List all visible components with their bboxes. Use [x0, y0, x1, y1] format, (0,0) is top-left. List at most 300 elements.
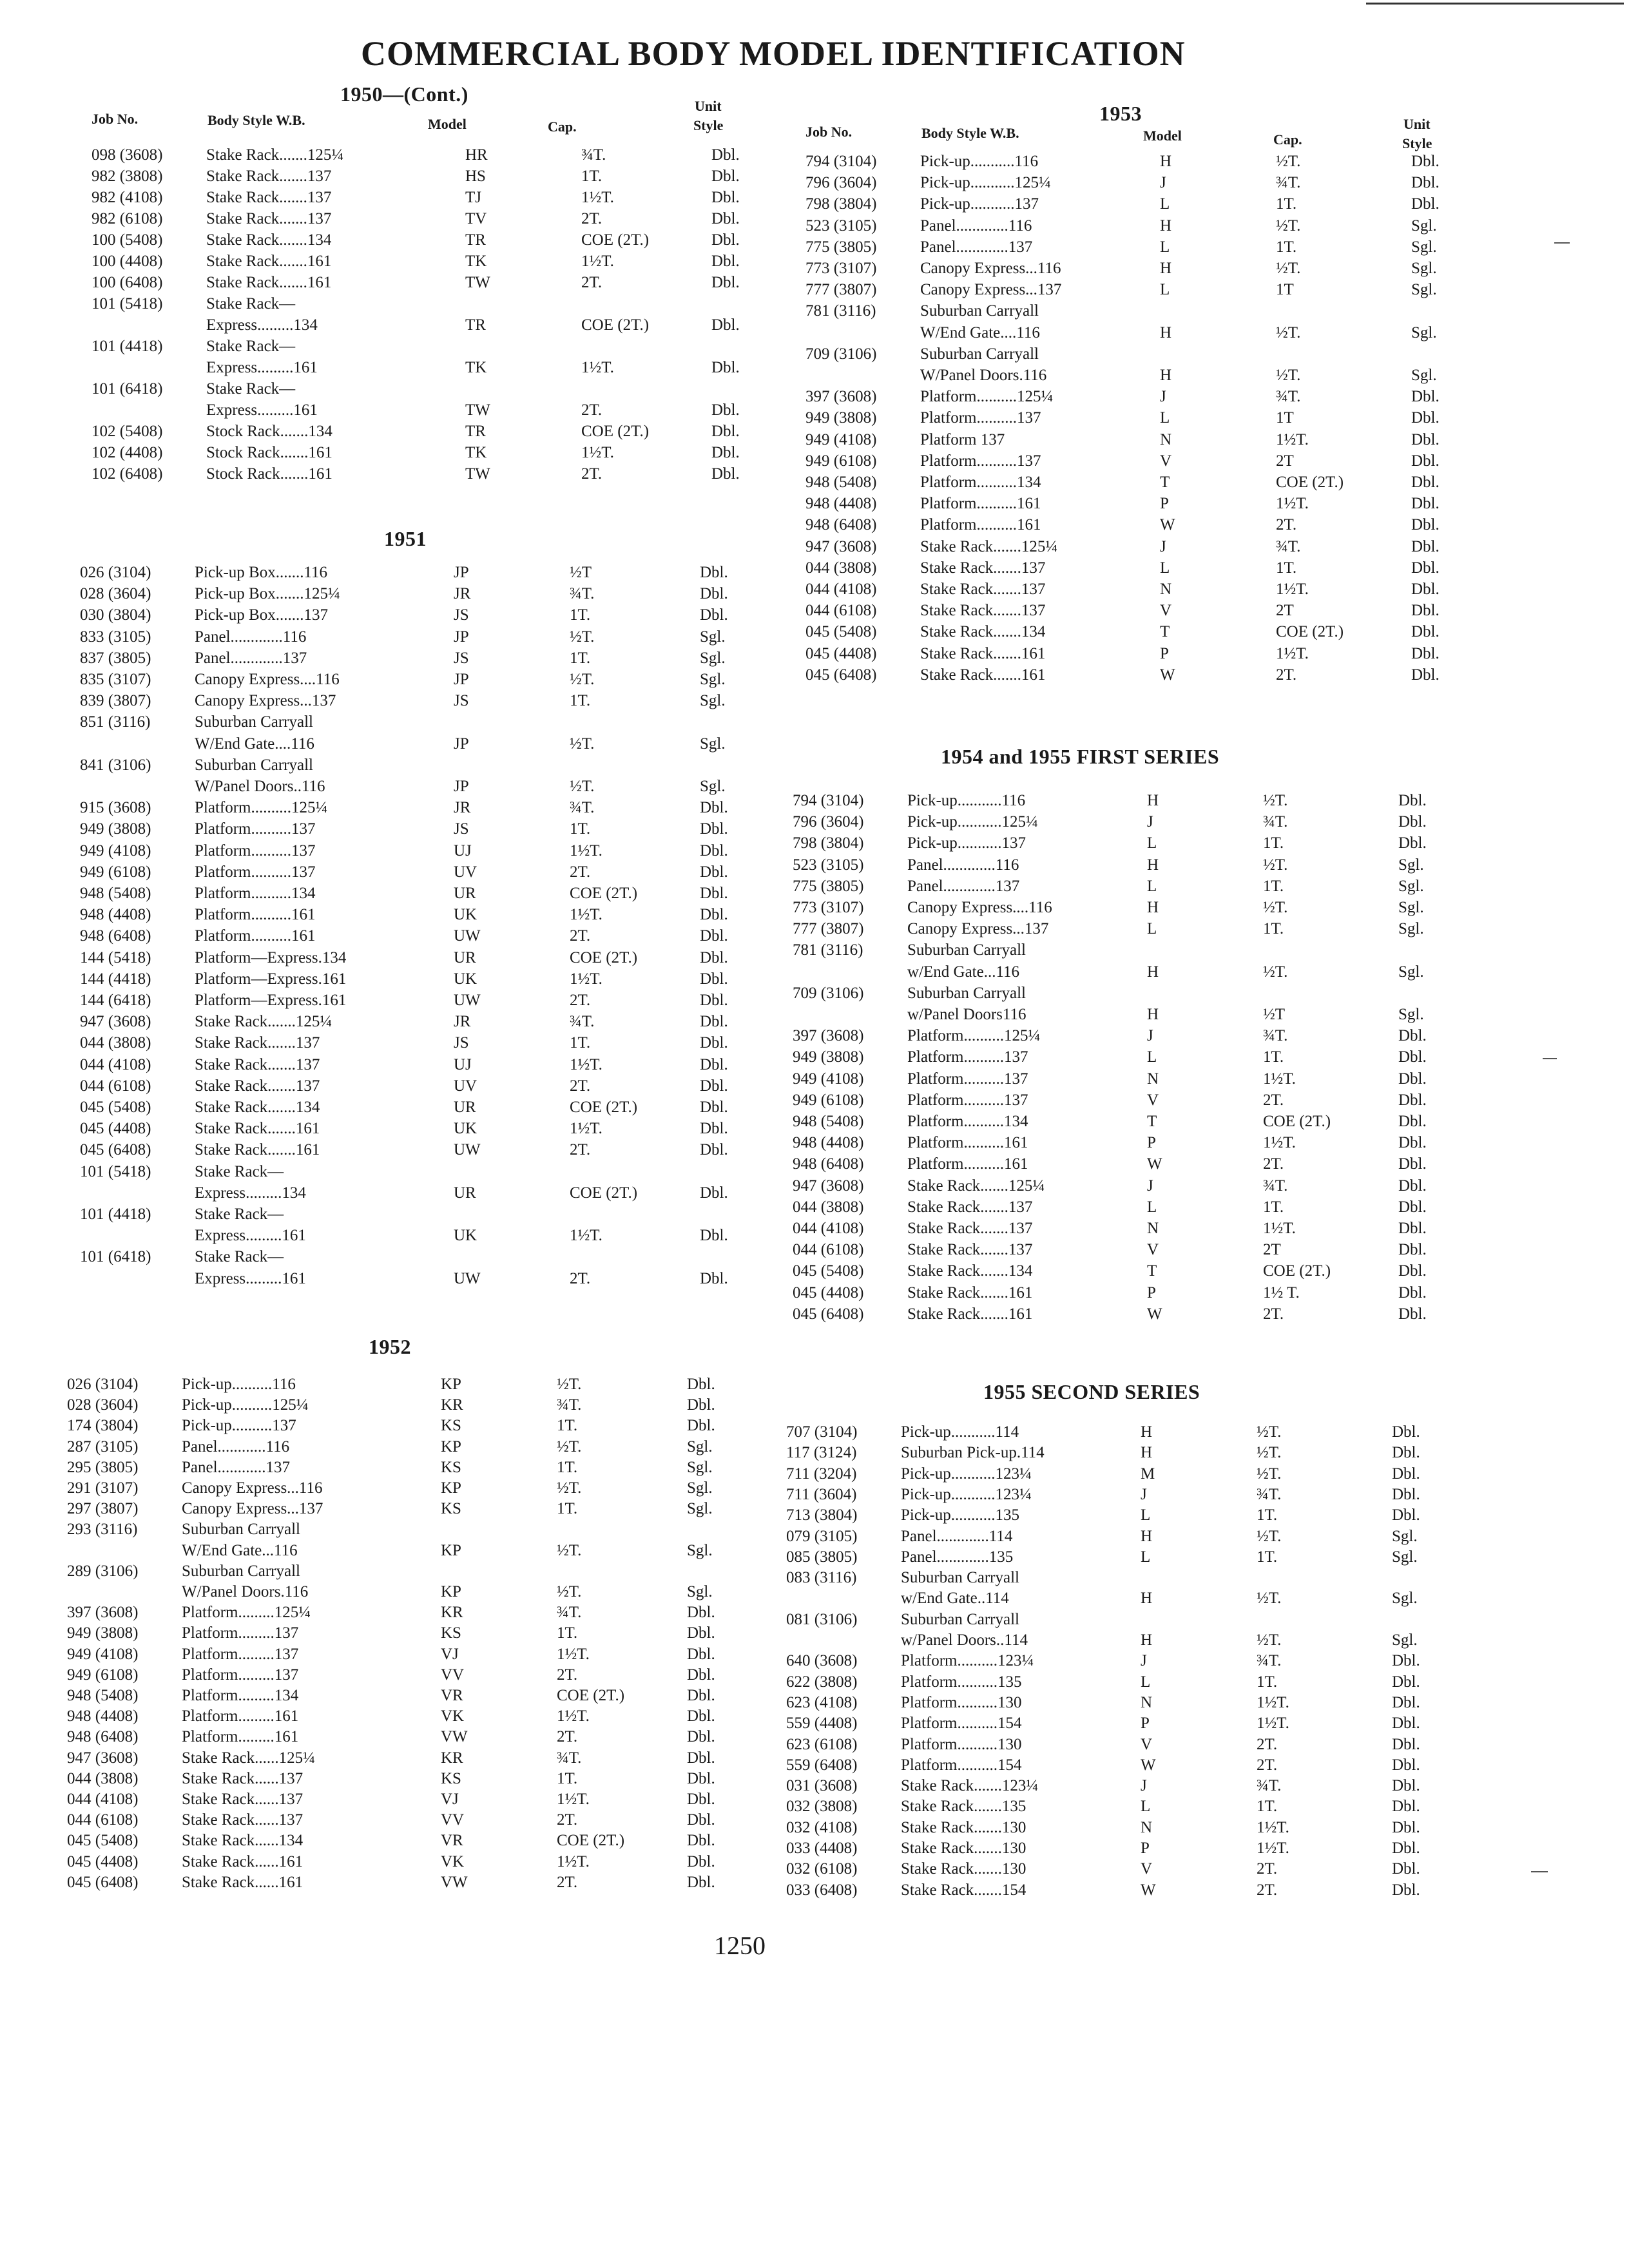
model-code: H [1160, 153, 1172, 170]
capacity: 1½T. [570, 1055, 602, 1073]
unit-style: Sgl. [1392, 1527, 1418, 1545]
capacity: 1T. [570, 606, 591, 624]
model-code: H [1141, 1423, 1153, 1441]
model-code: J [1141, 1652, 1147, 1670]
job-number: 045 (5408) [67, 1832, 139, 1850]
capacity: ½T. [1276, 153, 1301, 170]
unit-style: Dbl. [700, 1013, 728, 1031]
job-number: 030 (3804) [80, 606, 151, 624]
capacity: ½T. [570, 735, 595, 753]
capacity: ½T. [1257, 1465, 1282, 1483]
body-style: Pick-up..........137 [182, 1417, 296, 1435]
job-number: 948 (4408) [805, 495, 877, 513]
unit-style: Dbl. [687, 1791, 715, 1808]
unit-style: Dbl. [1392, 1444, 1420, 1462]
unit-style: Sgl. [700, 628, 726, 646]
job-number: 947 (3608) [793, 1177, 864, 1195]
table-row [80, 861, 815, 883]
table-row [80, 604, 815, 626]
table-row [786, 1484, 1521, 1505]
unit-style: Dbl. [700, 948, 728, 966]
body-style: Express.........161 [206, 401, 318, 419]
header-cap: Cap. [548, 119, 577, 135]
model-code: TR [465, 423, 486, 440]
table-row [80, 947, 815, 968]
unit-style: Dbl. [1398, 1155, 1427, 1173]
capacity: 1T. [570, 692, 591, 710]
capacity: 2T. [581, 274, 602, 291]
table-row [805, 429, 1540, 450]
body-style: Pick-up..........125¼ [182, 1396, 309, 1414]
table-row [80, 1204, 815, 1225]
unit-style: Dbl. [700, 906, 728, 924]
unit-style: Dbl. [700, 841, 728, 860]
capacity: 2T. [1257, 1881, 1278, 1899]
body-style: Stake Rack.......134 [195, 1099, 320, 1116]
unit-style: Dbl. [1411, 644, 1440, 662]
body-style: Platform..........161 [195, 927, 316, 945]
table-row [80, 1139, 815, 1160]
body-style: Stake Rack.......137 [195, 1055, 320, 1073]
unit-style: Dbl. [1398, 1198, 1427, 1216]
header-job-no: Job No. [805, 124, 853, 140]
table-row [793, 1282, 1527, 1303]
heading-1954: 1954 and 1955 FIRST SERIES [941, 745, 1220, 768]
capacity: 1T. [1257, 1798, 1278, 1816]
unit-style: Dbl. [1411, 602, 1440, 620]
capacity: 1½T. [570, 970, 602, 988]
model-code: L [1160, 409, 1170, 427]
table-row [805, 151, 1540, 172]
body-style: Pick-up...........116 [920, 153, 1039, 170]
capacity: ¾T. [570, 799, 595, 817]
model-code: H [1160, 216, 1172, 235]
capacity: 1T [1276, 409, 1294, 427]
table-row [92, 144, 826, 166]
job-number: 781 (3116) [793, 941, 863, 959]
unit-style: Dbl. [1398, 1262, 1427, 1280]
job-number: 948 (6408) [80, 927, 151, 945]
table-row [805, 279, 1540, 300]
job-number: 044 (4108) [793, 1220, 864, 1237]
model-code: VV [441, 1811, 465, 1829]
capacity: ¾T. [1276, 537, 1301, 555]
model-code: VK [441, 1707, 465, 1725]
job-number: 144 (4418) [80, 970, 151, 988]
table-row [67, 1374, 802, 1395]
table-row [67, 1415, 802, 1436]
capacity: 2T. [570, 863, 591, 881]
table-row [786, 1504, 1521, 1526]
section-1955 [786, 1421, 1521, 1899]
body-style: Stake Rack.......130 [901, 1860, 1027, 1878]
capacity: ½T. [1276, 216, 1301, 235]
table-row [92, 166, 826, 187]
unit-style: Dbl. [1411, 452, 1440, 470]
model-code: UW [454, 992, 481, 1009]
unit-style: Sgl. [1398, 856, 1424, 874]
model-code: JR [454, 799, 471, 817]
unit-style: Sgl. [687, 1458, 713, 1476]
body-style: W/Panel Doors.116 [920, 367, 1047, 384]
table-row [67, 1561, 802, 1582]
body-style: w/Panel Doors..114 [901, 1631, 1028, 1649]
job-number: 777 (3807) [793, 920, 864, 938]
body-style: Stock Rack.......161 [206, 465, 333, 483]
unit-style: Dbl. [711, 168, 740, 185]
capacity: 2T. [557, 1728, 578, 1746]
capacity: 1½T. [1276, 644, 1309, 662]
job-number: 948 (6408) [793, 1155, 864, 1173]
model-code: J [1147, 1027, 1153, 1045]
job-number: 949 (3808) [67, 1624, 139, 1642]
model-code: L [1147, 1048, 1157, 1066]
capacity: ½T. [557, 1437, 582, 1456]
job-number: 794 (3104) [793, 792, 864, 809]
table-row [786, 1546, 1521, 1568]
job-number: 102 (6408) [92, 465, 163, 483]
table-row [786, 1671, 1521, 1693]
capacity: ½T. [557, 1479, 582, 1497]
body-style: Platform..........125¼ [907, 1027, 1041, 1045]
job-number: 032 (3808) [786, 1798, 858, 1816]
body-style: Platform..........123¼ [901, 1652, 1034, 1670]
job-number: 798 (3804) [805, 195, 877, 213]
model-code: L [1141, 1673, 1151, 1691]
model-code: H [1160, 260, 1172, 277]
unit-style: Dbl. [700, 885, 728, 902]
model-code: T [1160, 623, 1170, 641]
unit-style: Dbl. [1411, 174, 1440, 192]
body-style: Stake Rack.......161 [195, 1141, 320, 1159]
model-code: UR [454, 1184, 476, 1202]
header-cap: Cap. [1273, 131, 1302, 148]
heading-1950: 1950—(Cont.) [340, 82, 468, 106]
body-style: Platform.........161 [182, 1707, 299, 1725]
unit-style: Dbl. [1392, 1423, 1420, 1441]
job-number: 773 (3107) [793, 899, 864, 916]
table-row [67, 1622, 802, 1644]
model-code: V [1147, 1241, 1159, 1259]
unit-style: Dbl. [1411, 430, 1440, 448]
header-unit: Unit [1403, 116, 1431, 132]
table-row [786, 1609, 1521, 1630]
job-number: 101 (5418) [80, 1162, 151, 1180]
job-number: 397 (3608) [67, 1604, 139, 1622]
header-style: Style [1402, 135, 1432, 151]
capacity: 1T. [570, 1034, 591, 1052]
unit-style: Dbl. [1411, 153, 1440, 170]
body-style: Pick-up...........137 [920, 195, 1039, 213]
job-number: 044 (3808) [793, 1198, 864, 1216]
model-code: L [1160, 559, 1170, 577]
table-row [805, 258, 1540, 279]
table-row [92, 251, 826, 272]
body-style: Panel.............137 [920, 238, 1033, 256]
unit-style: Dbl. [687, 1624, 715, 1642]
capacity: ½T. [570, 671, 595, 688]
model-code: J [1141, 1777, 1147, 1795]
model-code: H [1141, 1631, 1153, 1649]
capacity: ½T. [557, 1541, 582, 1559]
table-row [805, 365, 1540, 386]
capacity: 1T [1276, 281, 1294, 299]
unit-style: Dbl. [1398, 792, 1427, 809]
table-row [786, 1796, 1521, 1817]
body-style: Suburban Carryall [182, 1562, 300, 1580]
table-row [786, 1838, 1521, 1859]
model-code: W [1141, 1881, 1156, 1899]
capacity: 1½T. [581, 444, 614, 461]
body-style: Platform 137 [920, 430, 1005, 448]
model-code: JR [454, 1013, 471, 1031]
model-code: L [1147, 834, 1157, 852]
job-number: 948 (6408) [805, 516, 877, 534]
capacity: 1T. [1263, 1198, 1284, 1216]
unit-style: Dbl. [1398, 1113, 1427, 1130]
capacity: 1½T. [570, 1120, 602, 1138]
capacity: 2T. [1257, 1735, 1278, 1753]
capacity: 2T. [570, 1077, 591, 1095]
model-code: H [1147, 963, 1159, 981]
model-code: UR [454, 948, 476, 966]
body-style: Platform..........161 [907, 1134, 1028, 1152]
job-number: 044 (6108) [80, 1077, 151, 1095]
body-style: Stake Rack— [206, 295, 296, 312]
unit-style: Dbl. [687, 1749, 715, 1767]
table-row [805, 172, 1540, 193]
job-number: 144 (5418) [80, 948, 151, 966]
body-style: Stake Rack— [195, 1162, 284, 1180]
table-row [67, 1706, 802, 1727]
job-number: 028 (3604) [67, 1396, 139, 1414]
unit-style: Dbl. [1392, 1777, 1420, 1795]
body-style: Suburban Carryall [901, 1610, 1019, 1628]
body-style: Stake Rack.......125¼ [195, 1013, 333, 1031]
capacity: ½T. [570, 628, 595, 646]
model-code: KS [441, 1417, 461, 1435]
table-row [80, 776, 815, 797]
table-row [92, 336, 826, 357]
capacity: COE (2T.) [581, 231, 650, 249]
unit-style: Dbl. [1392, 1465, 1420, 1483]
capacity: 2T. [557, 1873, 578, 1891]
capacity: COE (2T.) [1263, 1113, 1331, 1130]
model-code: N [1141, 1818, 1153, 1836]
table-row [67, 1394, 802, 1416]
model-code: KP [441, 1541, 461, 1559]
unit-style: Dbl. [1392, 1673, 1420, 1691]
job-number: 773 (3107) [805, 260, 877, 277]
capacity: ½T. [557, 1376, 582, 1393]
model-code: JP [454, 564, 469, 581]
table-row [805, 493, 1540, 514]
unit-style: Dbl. [687, 1645, 715, 1663]
table-row [805, 664, 1540, 686]
table-row [793, 1175, 1527, 1196]
job-number: 045 (4408) [805, 644, 877, 662]
unit-style: Dbl. [1392, 1818, 1420, 1836]
model-code: N [1147, 1070, 1159, 1088]
model-code: KS [441, 1769, 461, 1787]
header-job-no: Job No. [92, 111, 139, 127]
capacity: 2T. [1263, 1091, 1284, 1109]
capacity: ½T. [1257, 1527, 1282, 1545]
unit-style: Dbl. [687, 1604, 715, 1622]
unit-style: Dbl. [700, 1141, 728, 1159]
unit-style: Dbl. [711, 189, 740, 206]
body-style: Panel............116 [182, 1437, 290, 1456]
unit-style: Dbl. [1392, 1715, 1420, 1733]
body-style: Stake Rack.......130 [901, 1840, 1027, 1857]
model-code: JS [454, 820, 469, 838]
job-number: 711 (3604) [786, 1485, 857, 1503]
table-row [805, 236, 1540, 258]
job-number: 777 (3807) [805, 281, 877, 299]
table-row [80, 733, 815, 754]
job-number: 948 (6408) [67, 1728, 139, 1746]
table-row [805, 472, 1540, 493]
model-code: L [1147, 877, 1157, 895]
capacity: 1T. [1257, 1548, 1278, 1566]
job-number: 798 (3804) [793, 834, 864, 852]
job-number: 144 (6418) [80, 992, 151, 1009]
unit-style: Dbl. [687, 1832, 715, 1850]
model-code: M [1141, 1465, 1155, 1483]
body-style: W/End Gate....116 [920, 323, 1040, 341]
unit-style: Dbl. [1398, 1241, 1427, 1259]
header-left [92, 98, 826, 135]
body-style: Stake Rack......161 [182, 1873, 304, 1891]
table-row [786, 1734, 1521, 1755]
job-number: 982 (6108) [92, 210, 163, 227]
body-style: Pick-up...........125¼ [907, 813, 1038, 831]
heading-1951: 1951 [384, 527, 427, 550]
body-style: Stake Rack.......161 [920, 666, 1046, 684]
body-style: Pick-up...........114 [901, 1423, 1019, 1441]
model-code: V [1147, 1091, 1159, 1109]
unit-style: Sgl. [687, 1541, 713, 1559]
body-style: Platform..........137 [195, 841, 316, 860]
body-style: Platform.........137 [182, 1645, 299, 1663]
body-style: Panel.............116 [920, 216, 1032, 235]
job-number: 709 (3106) [805, 345, 877, 363]
unit-style: Sgl. [1411, 367, 1437, 384]
job-number: 949 (6108) [793, 1091, 864, 1109]
unit-style: Dbl. [711, 210, 740, 227]
body-style: Stake Rack.......137 [920, 581, 1046, 598]
body-style: Stake Rack......161 [182, 1852, 304, 1870]
body-style: Pick-up...........116 [907, 792, 1026, 809]
table-row [92, 399, 826, 421]
table-row [80, 562, 815, 583]
job-number: 044 (4108) [67, 1791, 139, 1808]
model-code: UR [454, 1099, 476, 1116]
table-row [805, 621, 1540, 642]
model-code: KP [441, 1376, 461, 1393]
model-code: H [1141, 1590, 1153, 1608]
capacity: ¾T. [581, 146, 606, 164]
job-number: 044 (6108) [793, 1241, 864, 1259]
header-model: Model [1143, 128, 1182, 144]
body-style: Stake Rack.......137 [195, 1077, 320, 1095]
job-number: 623 (6108) [786, 1735, 858, 1753]
model-code: JS [454, 692, 469, 710]
table-row [67, 1540, 802, 1561]
job-number: 045 (6408) [793, 1305, 864, 1323]
model-code: JS [454, 1034, 469, 1052]
capacity: 1½T. [581, 253, 614, 270]
unit-style: Dbl. [700, 992, 728, 1009]
body-style: Suburban Pick-up.114 [901, 1444, 1045, 1462]
body-style: Platform..........135 [901, 1673, 1022, 1691]
job-number: 045 (6408) [805, 666, 877, 684]
model-code: UW [454, 927, 481, 945]
table-row [67, 1644, 802, 1665]
body-style: Platform..........137 [907, 1091, 1028, 1109]
table-row [805, 600, 1540, 621]
capacity: 1T. [581, 168, 602, 185]
model-code: KP [441, 1437, 461, 1456]
unit-style: Dbl. [1398, 1220, 1427, 1237]
model-code: L [1141, 1798, 1151, 1816]
capacity: 2T. [1257, 1756, 1278, 1774]
body-style: Panel.............135 [901, 1548, 1014, 1566]
unit-style: Dbl. [711, 231, 740, 249]
job-number: 028 (3604) [80, 585, 151, 603]
job-number: 949 (3808) [805, 409, 877, 427]
body-style: Stake Rack.......137 [907, 1220, 1033, 1237]
model-code: TK [465, 253, 487, 270]
capacity: 2T [1276, 602, 1294, 620]
body-style: Stake Rack.......125¼ [206, 146, 344, 164]
capacity: ¾T. [1263, 813, 1288, 831]
capacity: ½T. [570, 778, 595, 795]
unit-style: Dbl. [687, 1376, 715, 1393]
model-code: TW [465, 465, 490, 483]
job-number: 640 (3608) [786, 1652, 858, 1670]
body-style: w/Panel Doors116 [907, 1006, 1027, 1023]
unit-style: Dbl. [1398, 1177, 1427, 1195]
heading-1953: 1953 [1099, 102, 1142, 125]
table-row [793, 832, 1527, 854]
body-style: Platform..........137 [195, 820, 316, 838]
unit-style: Dbl. [700, 606, 728, 624]
model-code: TV [465, 210, 487, 227]
body-style: Canopy Express...116 [920, 260, 1061, 277]
capacity: 1T. [1257, 1506, 1278, 1524]
unit-style: Dbl. [1411, 516, 1440, 534]
body-style: Platform.........134 [182, 1687, 299, 1704]
model-code: H [1147, 856, 1159, 874]
table-row [786, 1817, 1521, 1838]
capacity: 1T. [1276, 238, 1297, 256]
job-number: 044 (3808) [805, 559, 877, 577]
model-code: JP [454, 671, 469, 688]
capacity: ¾T. [557, 1396, 582, 1414]
model-code: HR [465, 146, 488, 164]
model-code: J [1147, 1177, 1153, 1195]
unit-style: Dbl. [1398, 1091, 1427, 1109]
unit-style: Sgl. [1411, 260, 1437, 277]
capacity: 1½T. [1276, 581, 1309, 598]
model-code: UW [454, 1141, 481, 1159]
table-row [67, 1498, 802, 1519]
body-style: Stake Rack.......161 [907, 1305, 1033, 1323]
model-code: H [1160, 367, 1172, 384]
unit-style: Dbl. [687, 1687, 715, 1704]
table-row [80, 904, 815, 925]
